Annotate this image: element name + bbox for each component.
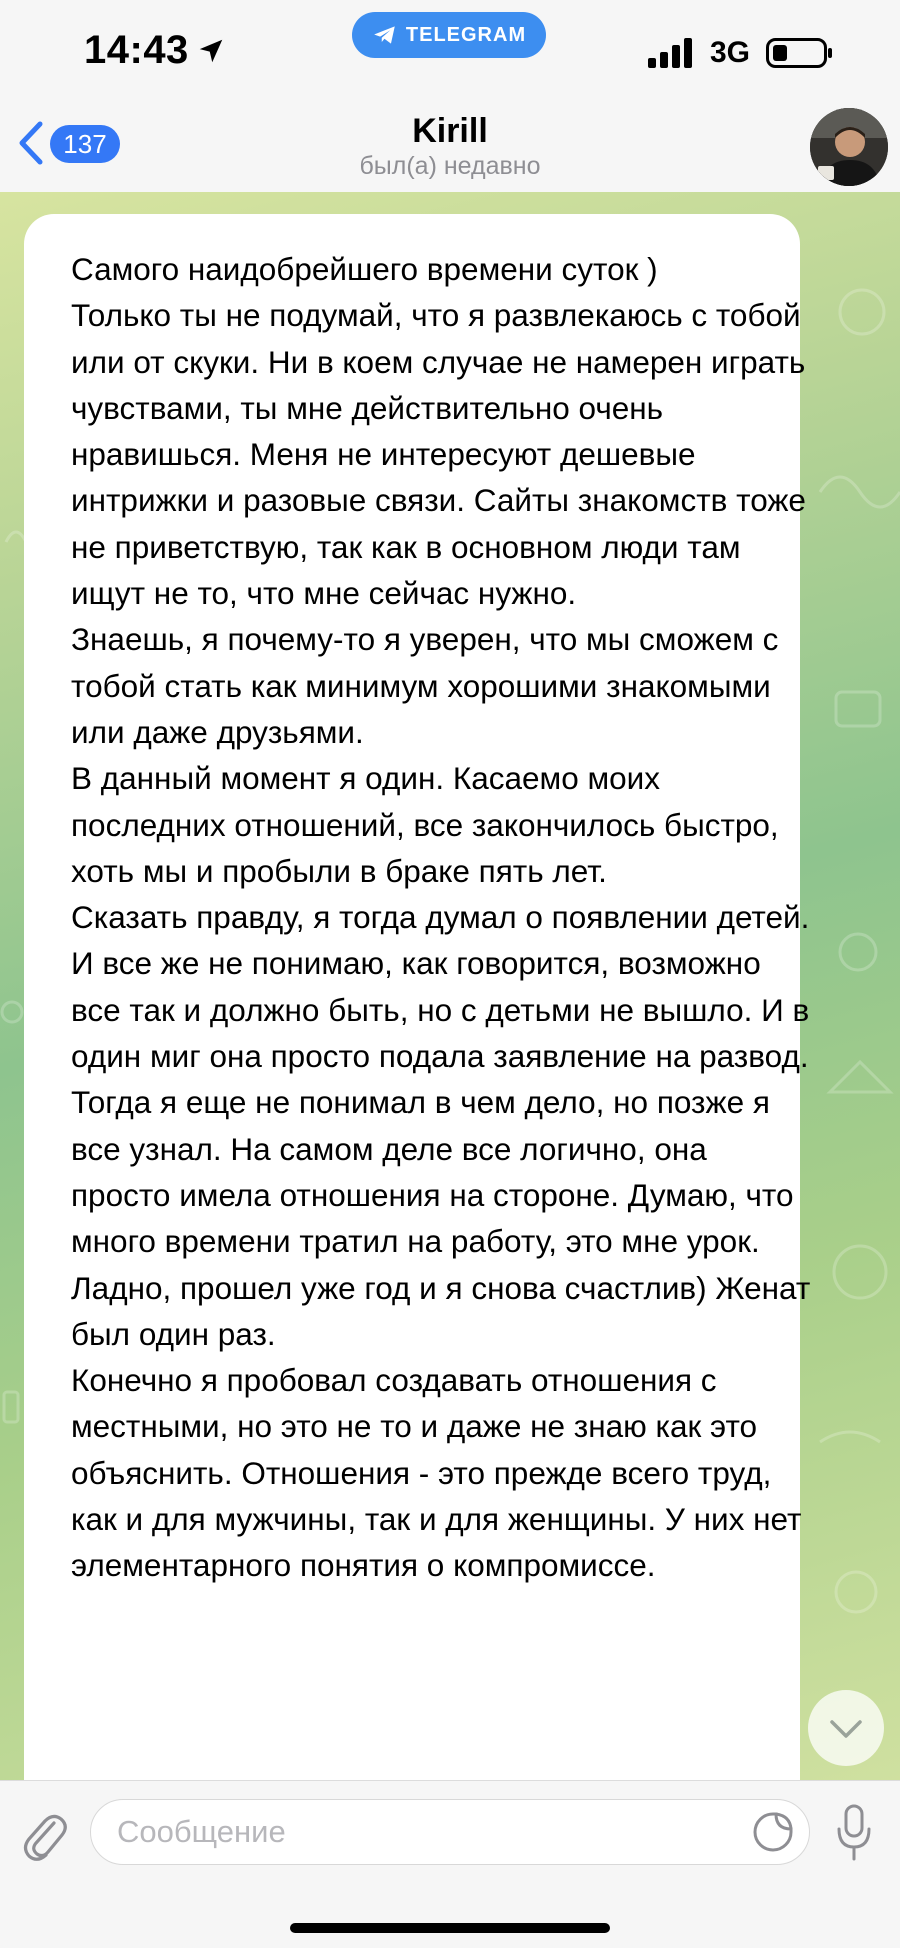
avatar[interactable]	[810, 108, 888, 186]
message-paragraph: Знаешь, я почему-то я уверен, что мы сможем с тобой стать как минимум хорошими знакомыми или даже друзьями.	[71, 621, 779, 750]
return-to-app-pill[interactable]	[352, 12, 546, 58]
clock: 14:43	[84, 28, 189, 72]
message-text	[71, 246, 811, 1589]
microphone-icon[interactable]	[836, 1803, 872, 1863]
app-pill-label: TELEGRAM	[405, 23, 527, 46]
paperclip-icon[interactable]	[20, 1807, 68, 1863]
signal-bars-icon	[646, 38, 696, 68]
sticker-icon[interactable]	[752, 1811, 794, 1853]
message-paragraph: Конечно я пробовал создавать отношения с местными, но это не то и даже не знаю как это объяснить. Отношения - это прежде всего труд, как и для мужчины, так и для женщины. У них нет элементарного понятия о компромиссе.	[71, 1362, 802, 1584]
chat-header	[0, 100, 900, 192]
message-paragraph: Самого наидобрейшего времени суток )	[71, 251, 658, 287]
telegram-plane-icon	[372, 22, 398, 48]
unread-count-badge[interactable]: 137	[50, 125, 120, 163]
message-paragraph: В данный момент я один. Касаемо моих последних отношений, все закончилось быстро, хоть мы и пробыли в браке пять лет.	[71, 760, 779, 889]
status-bar	[0, 0, 900, 100]
network-type: 3G	[710, 36, 751, 69]
scroll-to-bottom-button[interactable]	[808, 1690, 884, 1766]
message-input[interactable]	[90, 1799, 810, 1865]
message-bubble[interactable]	[24, 214, 811, 1780]
chat-title[interactable]: Kirill	[412, 112, 488, 150]
last-seen-status: был(а) недавно	[359, 152, 541, 180]
chat-area[interactable]	[0, 192, 900, 1780]
message-composer	[0, 1780, 900, 1948]
chevron-down-icon	[826, 1708, 866, 1748]
message-paragraph: Только ты не подумай, что я развлекаюсь с тобой или от скуки. Ни в коем случае не намерен играть чувствами, ты мне действительно очень нравишься. Меня не интересуют дешевые интрижки и разовые связи. Сайты знакомств тоже не приветствую, так как в основном люди там ищут не то, что мне сейчас нужно.	[71, 297, 806, 612]
message-paragraph: Сказать правду, я тогда думал о появлении детей. И все же не понимаю, как говорится, возможно все так и должно быть, но с детьми не вышло. И в один миг она просто подала заявление на развод. Тогда я еще не понимал в чем дело, но позже я все узнал. На самом деле все логично, она просто имела отношения на стороне. Думаю, что много времени тратил на работу, это мне урок. Ладно, прошел уже год и я снова счастлив) Женат был один раз.	[71, 899, 811, 1352]
battery-icon	[766, 38, 834, 68]
home-indicator[interactable]	[290, 1923, 610, 1933]
location-arrow-icon	[196, 36, 226, 66]
